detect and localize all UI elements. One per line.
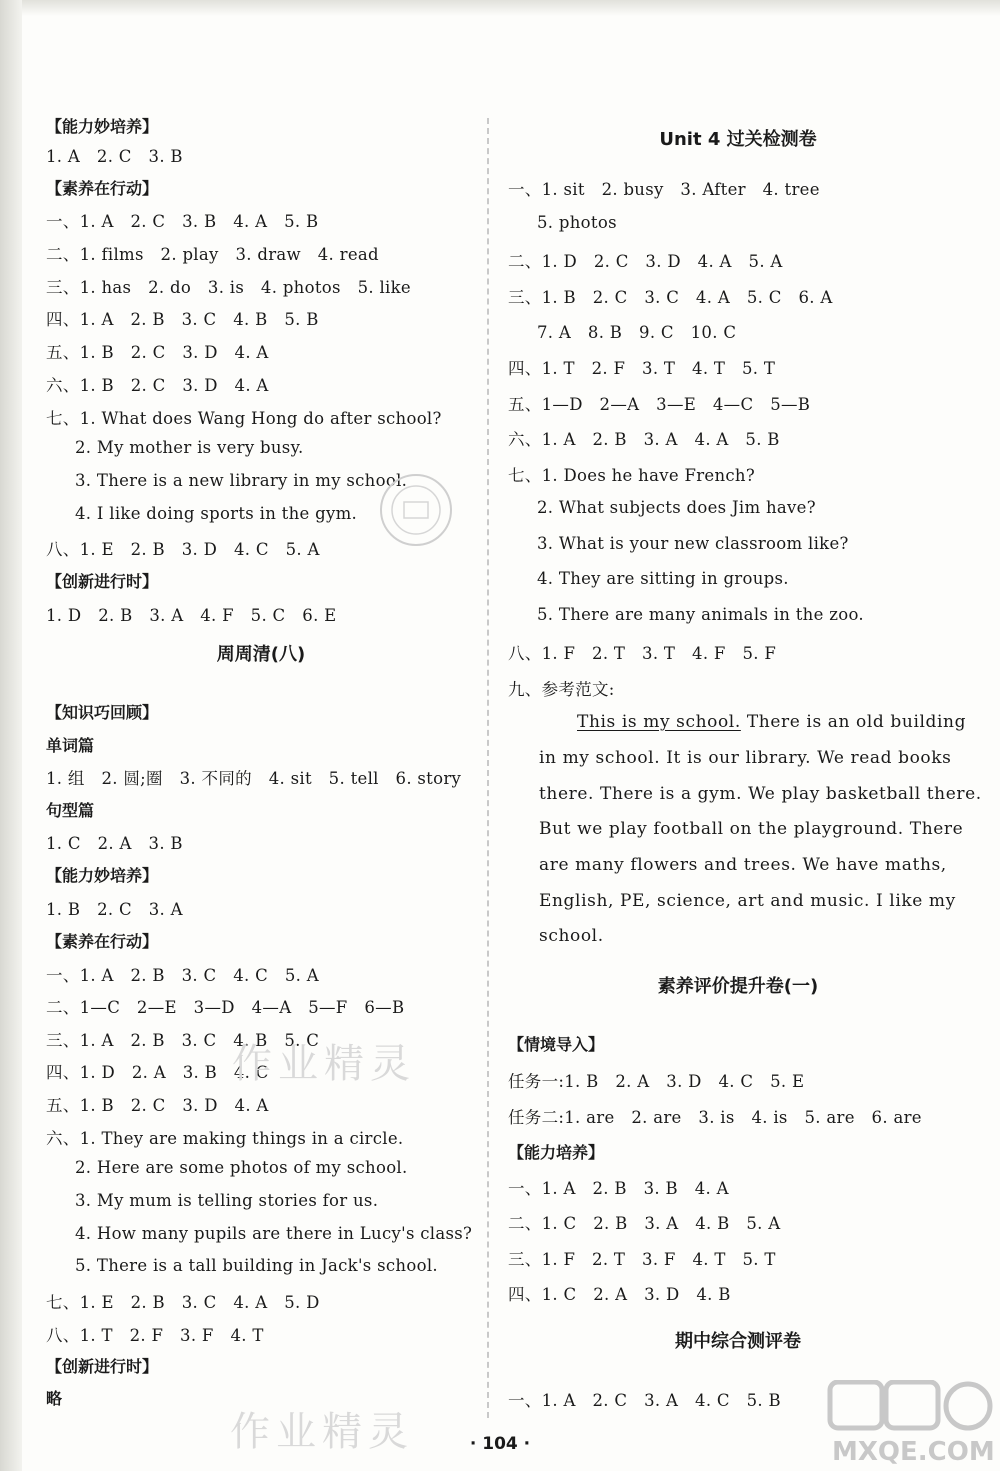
- essay-line: are many flowers and trees. We have maths,: [539, 855, 947, 875]
- essay-line: But we play football on the playground. There: [539, 819, 964, 839]
- answer-line: 七、1. Does he have French?: [508, 466, 755, 485]
- answer-line: 一、1. A 2. B 3. B 4. A: [508, 1179, 729, 1198]
- answer-line: 八、1. F 2. T 3. T 4. F 5. F: [508, 644, 777, 663]
- section-heading: 【情境导入】: [508, 1035, 605, 1054]
- answer-line: 七、1. E 2. B 3. C 4. A 5. D: [46, 1293, 320, 1312]
- column-divider: [487, 118, 489, 1418]
- answer-line: 3. What is your new classroom like?: [537, 534, 849, 553]
- page-number-value: 104: [482, 1434, 518, 1454]
- answer-line: 三、1. A 2. B 3. C 4. B 5. C: [46, 1031, 320, 1050]
- answer-line: 六、1. A 2. B 3. A 4. A 5. B: [508, 430, 780, 449]
- answer-line: 一、1. A 2. B 3. C 4. C 5. A: [46, 966, 319, 985]
- essay-underlined-sentence: This is my school.: [577, 712, 741, 732]
- answer-line: 六、1. They are making things in a circle.: [46, 1129, 404, 1148]
- section-title: 素养评价提升卷(一): [657, 976, 819, 997]
- answer-line: 2. What subjects does Jim have?: [537, 498, 816, 517]
- answer-line: 三、1. F 2. T 3. F 4. T 5. T: [508, 1250, 776, 1269]
- page-number: · 104 ·: [469, 1434, 531, 1454]
- section-heading: 【能力妙培养】: [46, 866, 159, 885]
- answer-line: 任务二:1. are 2. are 3. is 4. is 5. are 6. are: [508, 1108, 922, 1127]
- answer-line: 1. 组 2. 圆;圈 3. 不同的 4. sit 5. tell 6. story: [46, 769, 462, 788]
- section-heading: 略: [46, 1389, 63, 1408]
- answer-line: 2. Here are some photos of my school.: [75, 1158, 408, 1177]
- essay-text: There is an old building: [740, 712, 967, 732]
- answer-line: 二、1—C 2—E 3—D 4—A 5—F 6—B: [46, 998, 405, 1017]
- answer-line: 任务一:1. B 2. A 3. D 4. C 5. E: [508, 1072, 805, 1091]
- answer-line: 四、1. A 2. B 3. C 4. B 5. B: [46, 310, 319, 329]
- section-heading: 【素养在行动】: [46, 179, 159, 198]
- answer-line: 四、1. T 2. F 3. T 4. T 5. T: [508, 359, 776, 378]
- answer-line: 1. C 2. A 3. B: [46, 834, 183, 853]
- essay-line: school.: [539, 926, 604, 946]
- scan-top-edge: [0, 0, 1000, 16]
- answer-line: 三、1. B 2. C 3. C 4. A 5. C 6. A: [508, 288, 833, 307]
- section-title: 期中综合测评卷: [675, 1331, 801, 1352]
- section-title: Unit 4 过关检测卷: [659, 129, 817, 150]
- logo-url-text: MXQE.COM: [832, 1437, 995, 1467]
- answer-line: 六、1. B 2. C 3. D 4. A: [46, 376, 269, 395]
- answer-line: 7. A 8. B 9. C 10. C: [537, 323, 737, 342]
- answer-line: 七、1. What does Wang Hong do after school?: [46, 409, 442, 428]
- watermark: 作业精灵: [230, 1409, 414, 1455]
- essay-line: in my school. It is our library. We read books: [539, 748, 952, 768]
- essay-line: [577, 712, 966, 732]
- answer-line: 3. There is a new library in my school.: [75, 471, 408, 490]
- answer-line: 1. D 2. B 3. A 4. F 5. C 6. E: [46, 606, 337, 625]
- answer-line: 二、1. films 2. play 3. draw 4. read: [46, 245, 379, 264]
- answer-line: 5. There is a tall building in Jack's school.: [75, 1256, 438, 1275]
- section-heading: 【创新进行时】: [46, 572, 159, 591]
- answer-line: 4. I like doing sports in the gym.: [75, 504, 358, 523]
- answer-line: 4. How many pupils are there in Lucy's class?: [75, 1224, 473, 1243]
- answer-line: 一、1. A 2. C 3. B 4. A 5. B: [46, 212, 319, 231]
- answer-line: 三、1. has 2. do 3. is 4. photos 5. like: [46, 278, 411, 297]
- answer-line: 五、1. B 2. C 3. D 4. A: [46, 343, 269, 362]
- answer-line: 九、参考范文:: [508, 680, 615, 699]
- answer-line: 4. They are sitting in groups.: [537, 569, 789, 588]
- answer-line: 四、1. D 2. A 3. B 4. C: [46, 1063, 269, 1082]
- section-heading: 【能力培养】: [508, 1143, 605, 1162]
- section-heading: 【创新进行时】: [46, 1357, 159, 1376]
- answer-line: 3. My mum is telling stories for us.: [75, 1191, 379, 1210]
- watermark: 作业精灵: [232, 1041, 416, 1087]
- section-heading: 【知识巧回顾】: [46, 703, 159, 722]
- section-heading: 【能力妙培养】: [46, 117, 159, 136]
- section-heading: 【素养在行动】: [46, 932, 159, 951]
- answer-line: 八、1. E 2. B 3. D 4. C 5. A: [46, 540, 320, 559]
- section-title: 周周清(八): [216, 644, 306, 665]
- answer-line: 1. A 2. C 3. B: [46, 147, 183, 166]
- scan-left-edge: [0, 0, 22, 1471]
- site-logo: [820, 1380, 995, 1468]
- answer-line: 五、1—D 2—A 3—E 4—C 5—B: [508, 395, 811, 414]
- answer-line: 一、1. A 2. C 3. A 4. C 5. B: [508, 1391, 781, 1410]
- section-heading: 句型篇: [46, 801, 95, 820]
- essay-line: there. There is a gym. We play basketball there.: [539, 784, 982, 804]
- answer-line: 2. My mother is very busy.: [75, 438, 304, 457]
- answer-line: 1. B 2. C 3. A: [46, 900, 183, 919]
- answer-line: 四、1. C 2. A 3. D 4. B: [508, 1285, 731, 1304]
- answer-line: 5. There are many animals in the zoo.: [537, 605, 864, 624]
- answer-line: 一、1. sit 2. busy 3. After 4. tree: [508, 180, 820, 199]
- section-heading: 单词篇: [46, 736, 95, 755]
- stamp-logo: [380, 474, 452, 546]
- answer-line: 二、1. D 2. C 3. D 4. A 5. A: [508, 252, 783, 271]
- answer-line: 二、1. C 2. B 3. A 4. B 5. A: [508, 1214, 781, 1233]
- answer-line: 5. photos: [537, 213, 617, 232]
- essay-line: English, PE, science, art and music. I like my: [539, 891, 956, 911]
- answer-line: 八、1. T 2. F 3. F 4. T: [46, 1326, 264, 1345]
- answer-line: 五、1. B 2. C 3. D 4. A: [46, 1096, 269, 1115]
